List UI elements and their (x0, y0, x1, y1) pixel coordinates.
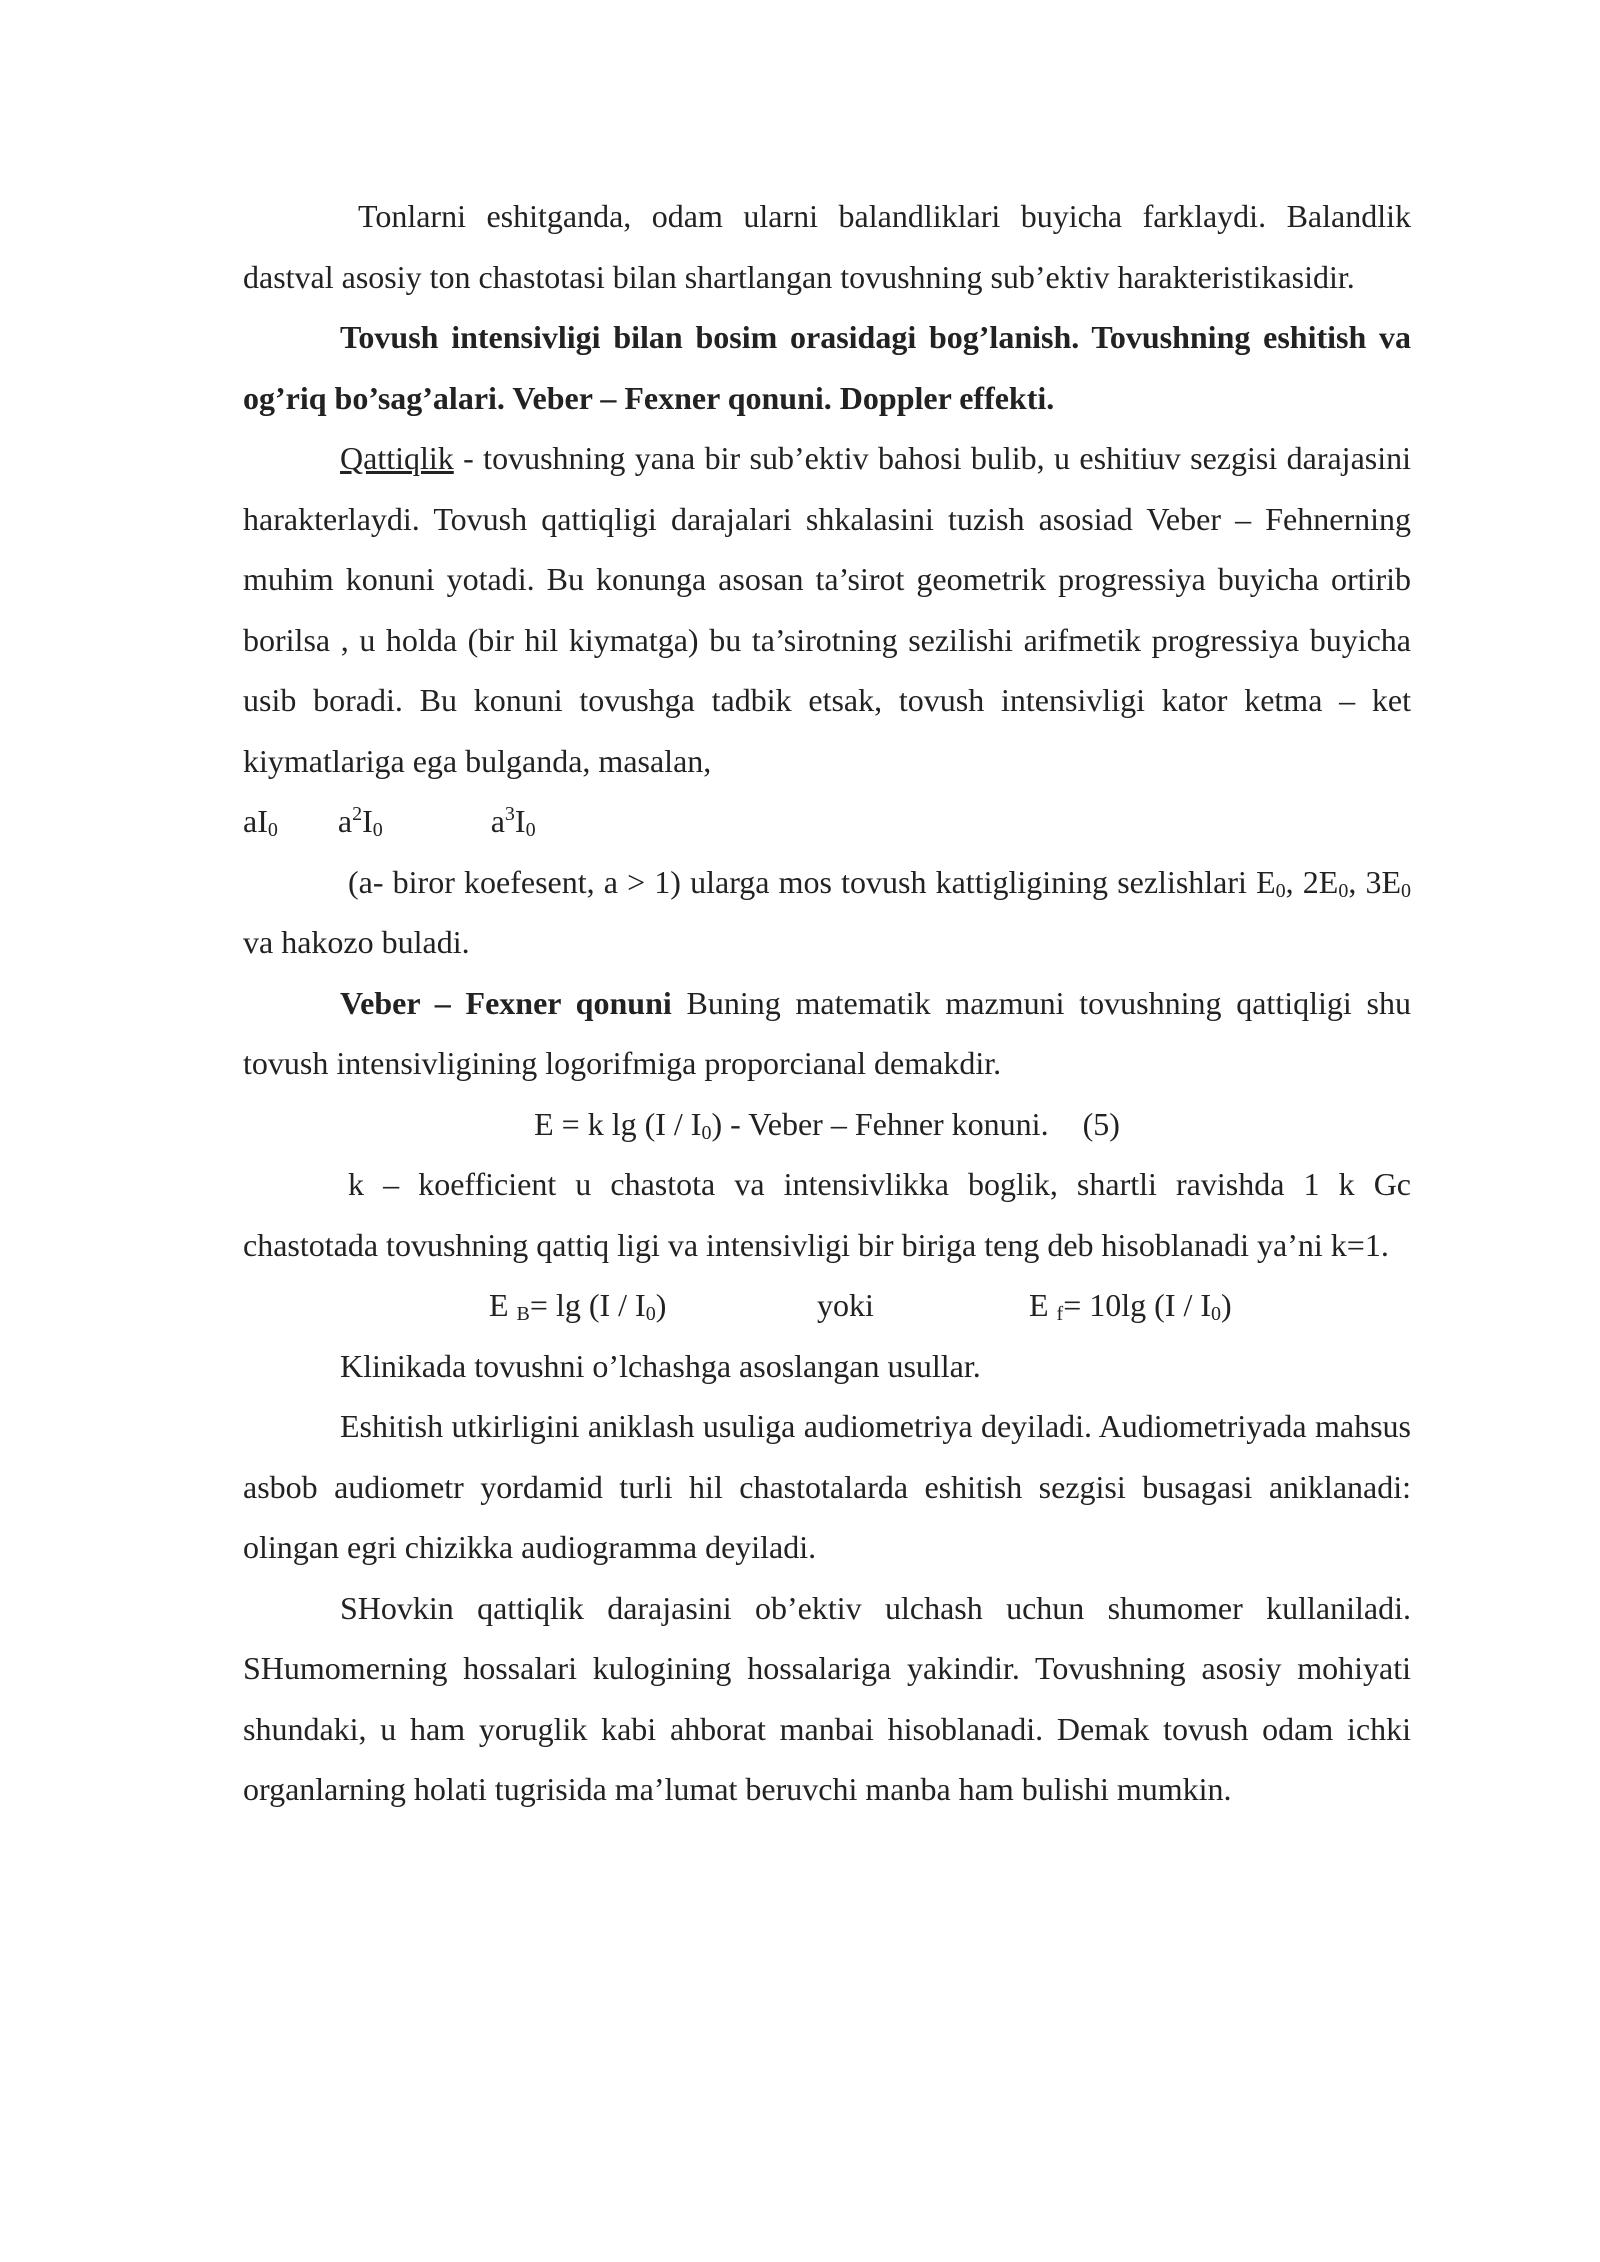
paragraph-loudness (243, 428, 1411, 791)
document-page (243, 186, 1411, 1820)
paragraph-loudness-text: - tovushning yana bir sub’ektiv bahosi bulib, u eshitiuv sezgisi darajasini harakterlaydi. Tovush qattiqligi darajalari shkalasini tuzish asosiad Veber – Fehnerning muhim konuni yotadi. Bu konunga asosan ta’sirot geometrik progressiya buyicha ortirib borilsa , u holda (bir hil kiymatga) bu ta’sirotning sezilishi arifmetik progressiya buyicha usib boradi. Bu konuni tovushga tadbik etsak, tovush intensivligi kator ketma – ket kiymatlariga ega bulganda, masalan, (243, 440, 1411, 779)
series-term-3: $a^3I_0$ (490, 803, 536, 841)
formula-or: yoki (817, 1287, 874, 1323)
series-term-1: $aI_0$ (243, 803, 278, 841)
formula-weber-fechner: E = k $\lg (I / I_0)$ - Veber – Fehner konuni. (5) (534, 1105, 1120, 1144)
paragraph-pitch: Tonlarni eshitganda, odam ularni balandliklari buyicha farklaydi. Balandlik dastval asosiy ton chastotasi bilan shartlangan tovushning sub’ektiv harakteristikasidir. (243, 198, 1411, 295)
paragraph-weber-fechner: Veber – Fexner qonuni Buning matematik mazmuni tovushning qattiqligi shu tovush intensivligining logorifmiga proporcianal demakdir. (243, 984, 1411, 1081)
intensity-series (243, 791, 1411, 852)
formula-decibel (243, 1275, 1411, 1336)
formula-bel: E $_B= \lg (I / I_0)$ (489, 1287, 667, 1325)
paragraph-clinical-methods: Klinikada tovushni o’lchashga asoslangan usullar. (340, 1347, 981, 1384)
series-term-2: $a^2I_0$ (337, 803, 383, 841)
term-veber-fexner: Veber – Fexner qonuni (340, 984, 672, 1021)
paragraph-audiometry: Eshitish utkirligini aniklash usuliga audiometriya deyiladi. Audiometriyada mahsus asbob audiometr yordamid turli hil chastotalarda eshitish sezgisi busagasi aniklanadi: olingan egri chizikka audiogramma deyiladi. (243, 1408, 1411, 1565)
paragraph-sensations: (a- biror koefesent, a > 1) ularga mos tovush kattigligining sezlishlari $E_0$, $2E_0$, $3E_0$ va hakozo buladi. (243, 863, 1412, 960)
term-qattiqlik: Qattiqlik (340, 440, 454, 476)
paragraph-coefficient: k – koefficient u chastota va intensivlikka boglik, shartli ravishda 1 k Gc chastotada tovushning qattiq ligi va intensivligi bir biriga teng deb hisoblanadi ya’ni k=1. (243, 1166, 1411, 1263)
formula-phon: E $_f$= 10lg $(I / I_0)$ (1029, 1287, 1232, 1325)
formula-number: (5) (1082, 1105, 1120, 1142)
section-heading: Tovush intensivligi bilan bosim orasidagi bog’lanish. Tovushning eshitish va og’riq bo’sag’alari. Veber – Fexner qonuni. Doppler effekti. (243, 319, 1411, 416)
paragraph-noise-meter: SHovkin qattiqlik darajasini ob’ektiv ulchash uchun shumomer kullaniladi. SHumomerning hossalari kulogining hossalariga yakindir. Tovushning asosiy mohiyati shundaki, u ham yoruglik kabi ahborat manbai hisoblanadi. Demak tovush odam ichki organlarning holati tugrisida ma’lumat beruvchi manba ham bulishi mumkin. (243, 1589, 1411, 1807)
